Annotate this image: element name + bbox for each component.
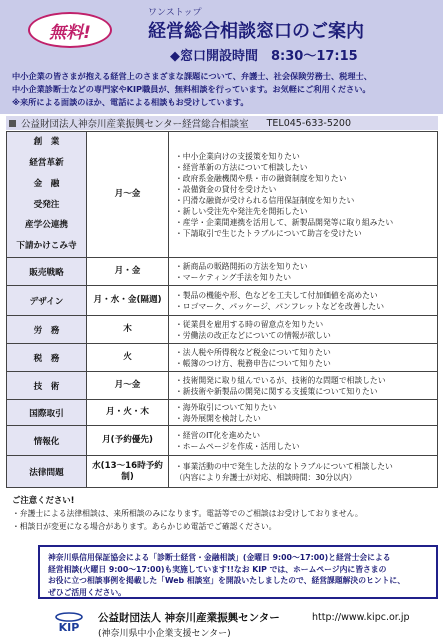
service-topics: [169, 316, 438, 344]
service-category: 販売戦略: [7, 258, 87, 286]
info-box: [38, 545, 438, 599]
office-name: 公益財団法人神奈川産業振興センター経営総合相談室: [21, 119, 249, 130]
service-topic: ・新技術や新製品の開発に関する支援策について知りたい: [175, 386, 378, 396]
service-topic: ・下請取引で生じたトラブルについて助言を受けたい: [175, 228, 362, 238]
intro-line: ※来所による面談のほか、電話による相談もお受けしています。: [12, 97, 249, 107]
service-row: [7, 372, 438, 400]
service-row: [7, 344, 438, 372]
service-topic: ・帳簿のつけ方、税務申告について知りたい: [175, 358, 331, 368]
header-banner: [0, 0, 443, 114]
footer-org-sub: (神奈川県中小企業支援センター): [98, 629, 231, 639]
title-ruby: ワンストップ: [148, 8, 202, 18]
notes-title: ご注意ください!: [12, 495, 75, 505]
service-topic: ・事業活動の中で発生した法的なトラブルについて相談したい: [175, 461, 393, 471]
services-table: [6, 131, 438, 488]
service-row: [7, 286, 438, 316]
info-line: ぜひご活用ください。: [48, 587, 126, 597]
notes-section: [12, 494, 432, 533]
service-row: [7, 316, 438, 344]
info-line: 神奈川県信用保証協会による「診断士経営・金融相談」(金曜日 9:00～17:00)と経営士会による: [48, 553, 391, 562]
service-category: 創 業: [33, 137, 60, 148]
service-days: 水(13～16時予約制): [87, 456, 169, 488]
service-topic: ・ホームページを作成・活用したい: [175, 441, 300, 451]
footer: [0, 606, 443, 640]
kip-logo-text: KIP: [58, 621, 80, 634]
intro-line: 中小企業診断士などの専門家やKIP職員が、無料相談を行っています。お気軽にご利用ください。: [12, 84, 371, 94]
service-topics: [169, 132, 438, 258]
service-topic: ・海外展開を検討したい: [175, 413, 261, 423]
service-category: 労 務: [7, 316, 87, 344]
service-topic: ・中小企業向けの支援策を知りたい: [175, 151, 300, 161]
service-category: デザイン: [7, 286, 87, 316]
service-days: 火: [87, 344, 169, 372]
service-topic: ・産学・企業間連携を活用して、新製品開発等に取り組みたい: [175, 217, 394, 227]
service-topic: ・新商品の販路開拓の方法を知りたい: [175, 261, 308, 271]
note-item: ・相談日が変更になる場合があります。あらかじめ電話でご確認ください。: [12, 522, 277, 531]
service-topics: [169, 344, 438, 372]
service-days: 月・水・金(隔週): [87, 286, 169, 316]
service-topic: ・政府系金融機関や県・市の融資制度を知りたい: [175, 173, 347, 183]
service-category: 産学公連携: [25, 220, 68, 231]
service-row: [7, 400, 438, 426]
service-days: 月～金: [87, 132, 169, 258]
footer-org-name: 公益財団法人 神奈川産業振興センター: [98, 612, 280, 624]
service-topic: ・製品の機能や形、色などを工夫して付加価値を高めたい: [175, 290, 378, 300]
service-row: [7, 258, 438, 286]
intro-text: [12, 70, 436, 109]
square-bullet-icon: [9, 120, 16, 127]
service-topic: ・技術開発に取り組んでいるが、技術的な問題で相談したい: [175, 375, 386, 385]
service-row: [7, 426, 438, 456]
service-topic: ・設備資金の貸付を受けたい: [175, 184, 277, 194]
service-topic: ・従業員を雇用する時の留意点を知りたい: [175, 319, 324, 329]
service-topic: ・新しい受注先や発注先を開拓したい: [175, 206, 308, 216]
service-topic: ・経営革新の方法について相談したい: [175, 162, 308, 172]
service-topic: ・ロゴマーク、パッケージ、パンフレットなどを改善したい: [175, 301, 385, 311]
note-item: ・弁護士による法律相談は、来所相談のみになります。電話等でのご相談はお受けしておりません。: [12, 509, 363, 518]
service-topic: ・経営のIT化を進めたい: [175, 430, 261, 440]
service-days: 月・火・木: [87, 400, 169, 426]
service-days: 月(予約優先): [87, 426, 169, 456]
service-category: 経営革新: [29, 157, 64, 168]
service-topic: ・労働法の改正などについての情報が欲しい: [175, 330, 331, 340]
service-days: 月・金: [87, 258, 169, 286]
service-category: 法律問題: [7, 456, 87, 488]
office-phone: TEL045-633-5200: [266, 117, 352, 129]
opening-hours: ◆窓口開設時間 8:30～17:15: [170, 49, 358, 64]
service-days: 月～金: [87, 372, 169, 400]
service-topics: [169, 426, 438, 456]
service-category: 国際取引: [7, 400, 87, 426]
website-link[interactable]: http://www.kipc.or.jp: [312, 612, 410, 623]
info-line: お役に立つ相談事例を掲載した「Web 相談室」を開設いたしましたので、経営課題解決のヒントに、: [48, 576, 406, 585]
consultation-office-bar: [6, 116, 438, 130]
free-badge: 無料!: [28, 12, 112, 48]
service-row: [7, 456, 438, 488]
info-line: 経営相談(火曜日 9:00～17:00)も実施しています!!なお KIP では、ホームページ内に皆さまの: [48, 564, 387, 574]
service-topic: （内容により弁護士が対応、相談時間：30分以内）: [175, 472, 357, 482]
service-topics: [169, 258, 438, 286]
service-topics: [169, 456, 438, 488]
service-category: 受発注: [33, 199, 60, 210]
service-topic: ・法人税や所得税など税金について知りたい: [175, 347, 331, 357]
service-category-group: [7, 132, 87, 258]
intro-line: 中小企業の皆さまが抱える経営上のさまざまな課題について、弁護士、社会保険労務士、税理士、: [12, 71, 372, 81]
service-topics: [169, 400, 438, 426]
service-row: [7, 132, 438, 258]
service-category: 税 務: [7, 344, 87, 372]
service-topic: ・海外取引について知りたい: [175, 402, 277, 412]
page-title: 経営総合相談窓口のご案内: [148, 21, 364, 42]
service-topics: [169, 286, 438, 316]
service-category: 下請かけこみ寺: [16, 241, 77, 252]
service-topics: [169, 372, 438, 400]
service-category: 技 術: [7, 372, 87, 400]
service-category: 金 融: [33, 178, 60, 189]
service-topic: ・マーケティング手法を知りたい: [175, 272, 292, 282]
service-days: 木: [87, 316, 169, 344]
kip-logo-icon: [54, 610, 84, 634]
service-category: 情報化: [7, 426, 87, 456]
service-topic: ・円滑な融資が受けられる信用保証制度を知りたい: [175, 195, 355, 205]
